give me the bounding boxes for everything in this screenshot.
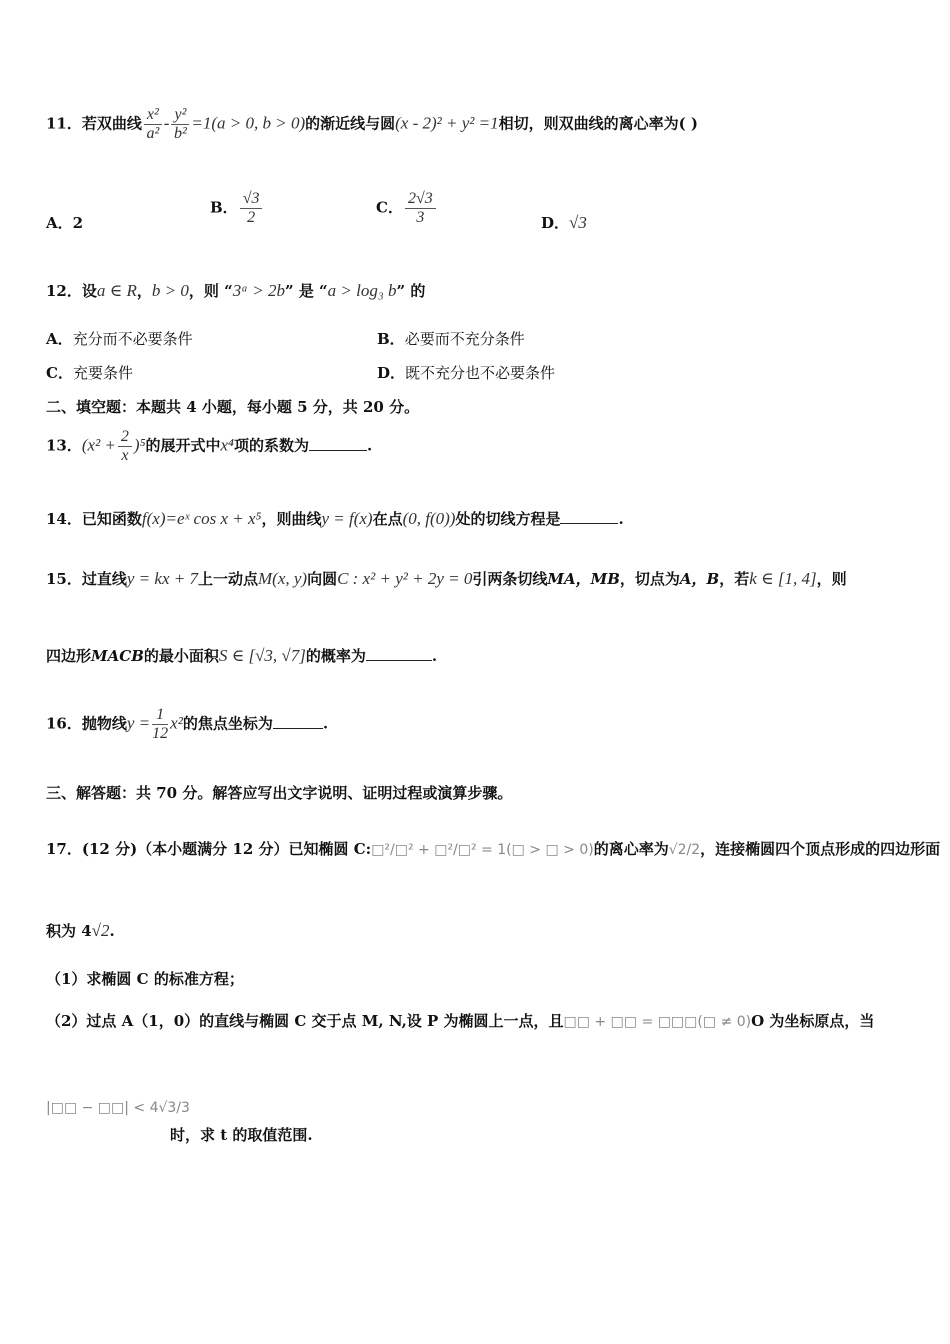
q14-at: 在点	[372, 510, 403, 528]
section3-heading: 三、解答题：共 70 分。解答应写出文字说明、证明过程或演算步骤。	[46, 784, 513, 802]
q11-option-b	[210, 190, 264, 227]
q13-term: x⁴	[220, 435, 234, 455]
q16-answer-blank[interactable]	[273, 714, 323, 729]
q12-cond1: a ∈ R	[96, 281, 137, 300]
q12-option-a-text: 充分而不必要条件	[72, 330, 193, 348]
q16-number: 16．	[46, 714, 82, 733]
q17-part2-tail: O 为坐标原点，当	[751, 1012, 875, 1030]
q15-points: A，B	[679, 570, 720, 588]
q13-expr-a: (x² +	[81, 435, 116, 455]
q12-option-d	[377, 362, 555, 383]
q17-tail: ，连接椭圆四个顶点形成的四边形面	[700, 840, 941, 858]
section2-heading: 二、填空题：本题共 4 小题，每小题 5 分，共 20 分。	[46, 398, 420, 416]
q16-frac	[152, 706, 168, 743]
q15-quad: MACB	[91, 647, 144, 665]
q12-option-b-label: B．	[377, 330, 405, 348]
q12-is: ” 是 “	[284, 282, 328, 300]
q11-option-b-den: 2	[247, 209, 256, 226]
q17-line2	[46, 920, 115, 941]
q12-option-c-label: C．	[46, 364, 73, 382]
q13-line	[46, 428, 372, 465]
q11-lead: 若双曲线	[81, 114, 142, 133]
q13-mid: 的展开式中	[145, 436, 221, 455]
q16-lead: 抛物线	[81, 714, 127, 733]
q11-a2: a²	[146, 125, 160, 142]
q12-option-b	[377, 328, 525, 349]
q12-comma: ，	[136, 282, 152, 300]
q14-end: .	[618, 510, 624, 528]
q11-y2: y²	[171, 106, 189, 125]
q14-lead: 已知函数	[81, 510, 142, 528]
q17-part2-end: 时，求 t 的取值范围.	[170, 1126, 313, 1144]
q13-den: x	[121, 447, 129, 464]
q15-mid6: ，则	[816, 570, 847, 588]
q17-part1: （1）求椭圆 C 的标准方程；	[46, 970, 244, 988]
q11-minus: -	[163, 113, 170, 133]
q17-line	[46, 838, 940, 859]
q15-point: M(x, y)	[258, 569, 308, 588]
q11-option-a-value: 2	[72, 214, 84, 232]
q14-line	[46, 508, 624, 529]
q15-mid2: 向圆	[307, 570, 338, 588]
q15-tangents: MA，MB	[547, 570, 620, 588]
q11-frac-y	[171, 106, 189, 143]
q15-krange: k ∈ [1, 4]	[749, 569, 817, 588]
q17-part2	[46, 1010, 874, 1031]
q11-b2: b²	[174, 125, 187, 142]
q11-option-c-num: 2√3	[405, 190, 436, 209]
q11-option-b-num: √3	[240, 190, 263, 209]
q12-tail: ” 的	[396, 282, 426, 300]
q15-mid1: 上一动点	[197, 570, 258, 588]
q15-line2-lead: 四边形	[46, 647, 92, 665]
q11-option-b-label: B．	[210, 198, 238, 217]
q12-number: 12．	[46, 282, 82, 300]
q16-den: 12	[152, 725, 169, 742]
q17-line2-text: 积为 4	[46, 922, 92, 940]
q12-cond2: b > 0	[151, 281, 189, 300]
q17-lead: (12 分)（本小题满分 12 分）已知椭圆 C:	[81, 840, 372, 858]
q12-option-c-text: 充要条件	[72, 364, 133, 382]
q11-x2: x²	[144, 106, 162, 125]
q15-circle: C : x² + y² + 2y = 0	[337, 569, 473, 588]
q16-tail: 的焦点坐标为	[182, 714, 273, 733]
q15-line2	[46, 645, 437, 666]
q12-lead: 设	[81, 282, 97, 300]
q15-end: .	[431, 647, 438, 665]
q15-mid4: ，切点为	[619, 570, 680, 588]
q17-part2-line2	[46, 1098, 190, 1116]
q11-tail: 相切，则双曲线的离心率为( )	[498, 114, 699, 133]
q11-option-d	[541, 212, 587, 233]
q15-mid3: 引两条切线	[472, 570, 548, 588]
q12-option-d-text: 既不充分也不必要条件	[405, 364, 556, 382]
q12-stmt1: 3ᵃ > 2b	[232, 281, 285, 300]
q15-number: 15．	[46, 570, 82, 588]
q12-option-c	[46, 362, 133, 383]
q17-line2-val: √2	[91, 921, 110, 940]
q14-tail: 处的切线方程是	[455, 510, 561, 528]
q17-vec-ineq: |□□ − □□| < 4√3/3	[46, 1100, 190, 1116]
q11-option-d-label: D．	[541, 214, 570, 232]
q14-answer-blank[interactable]	[560, 509, 618, 524]
q17-line2-end: .	[109, 922, 115, 940]
q15-line	[46, 568, 847, 589]
q15-srange: S ∈ [√3, √7]	[218, 646, 306, 665]
q17-number: 17．	[46, 840, 82, 858]
q11-frac-x	[144, 106, 162, 143]
q12-option-a-label: A．	[46, 330, 73, 348]
q13-end: .	[366, 436, 373, 455]
q11-cond: =1(a > 0, b > 0)	[191, 113, 306, 133]
q11-option-c	[376, 190, 438, 227]
q13-number: 13．	[46, 436, 82, 455]
q17-ecc: √2/2	[668, 842, 701, 858]
q11-circle: (x - 2)² + y² =1	[395, 113, 499, 133]
q14-point: (0, f(0))	[402, 509, 456, 528]
q11-line	[46, 106, 698, 143]
q14-func: f(x)=eˣ cos x + x⁵	[141, 509, 262, 528]
q14-curve: y = f(x)	[321, 509, 373, 528]
q11-option-d-value: √3	[569, 213, 587, 232]
q13-num: 2	[118, 428, 132, 447]
q15-lead: 过直线	[81, 570, 127, 588]
q12-option-b-text: 必要而不充分条件	[404, 330, 525, 348]
q11-option-c-frac	[405, 190, 436, 227]
q15-line2-tail: 的概率为	[305, 647, 366, 665]
q15-answer-blank[interactable]	[366, 646, 432, 661]
q17-ellipse: □²/□² + □²/□² = 1(□ > □ > 0)	[371, 842, 594, 858]
q13-expr-b: )⁵	[133, 435, 146, 455]
q16-num: 1	[152, 706, 168, 725]
q16-x2: x²	[170, 713, 183, 733]
q16-line	[46, 706, 328, 743]
q11-option-a-label: A．	[46, 214, 73, 232]
q13-tail: 项的系数为	[233, 436, 309, 455]
q12-option-a	[46, 328, 193, 349]
q11-option-c-den: 3	[416, 209, 425, 226]
q15-line-eq: y = kx + 7	[126, 569, 198, 588]
q11-number: 11．	[46, 114, 82, 133]
q12-option-d-label: D．	[377, 364, 406, 382]
q11-option-b-frac	[240, 190, 263, 227]
q16-end: .	[322, 714, 329, 733]
q15-mid5: ，若	[719, 570, 750, 588]
q17-part2-lead: （2）过点 A（1，0）的直线与椭圆 C 交于点 M, N,设 P 为椭圆上一点，且	[46, 1012, 564, 1030]
q11-option-c-label: C．	[376, 198, 403, 217]
q12-line	[46, 280, 425, 301]
q17-mid: 的离心率为	[593, 840, 669, 858]
q11-option-a	[46, 212, 83, 233]
q16-yeq: y =	[126, 713, 151, 733]
q13-answer-blank[interactable]	[309, 436, 367, 451]
q17-vec-eq: □□ + □□ = □□□(□ ≠ 0)	[563, 1014, 752, 1030]
q12-then: ，则 “	[188, 282, 233, 300]
q13-frac	[118, 428, 132, 465]
q14-mid: ，则曲线	[261, 510, 322, 528]
q11-mid: 的渐近线与圆	[305, 114, 396, 133]
q14-number: 14．	[46, 510, 82, 528]
q12-stmt2: a > log₃ b	[327, 281, 397, 300]
q15-line2-mid: 的最小面积	[143, 647, 219, 665]
